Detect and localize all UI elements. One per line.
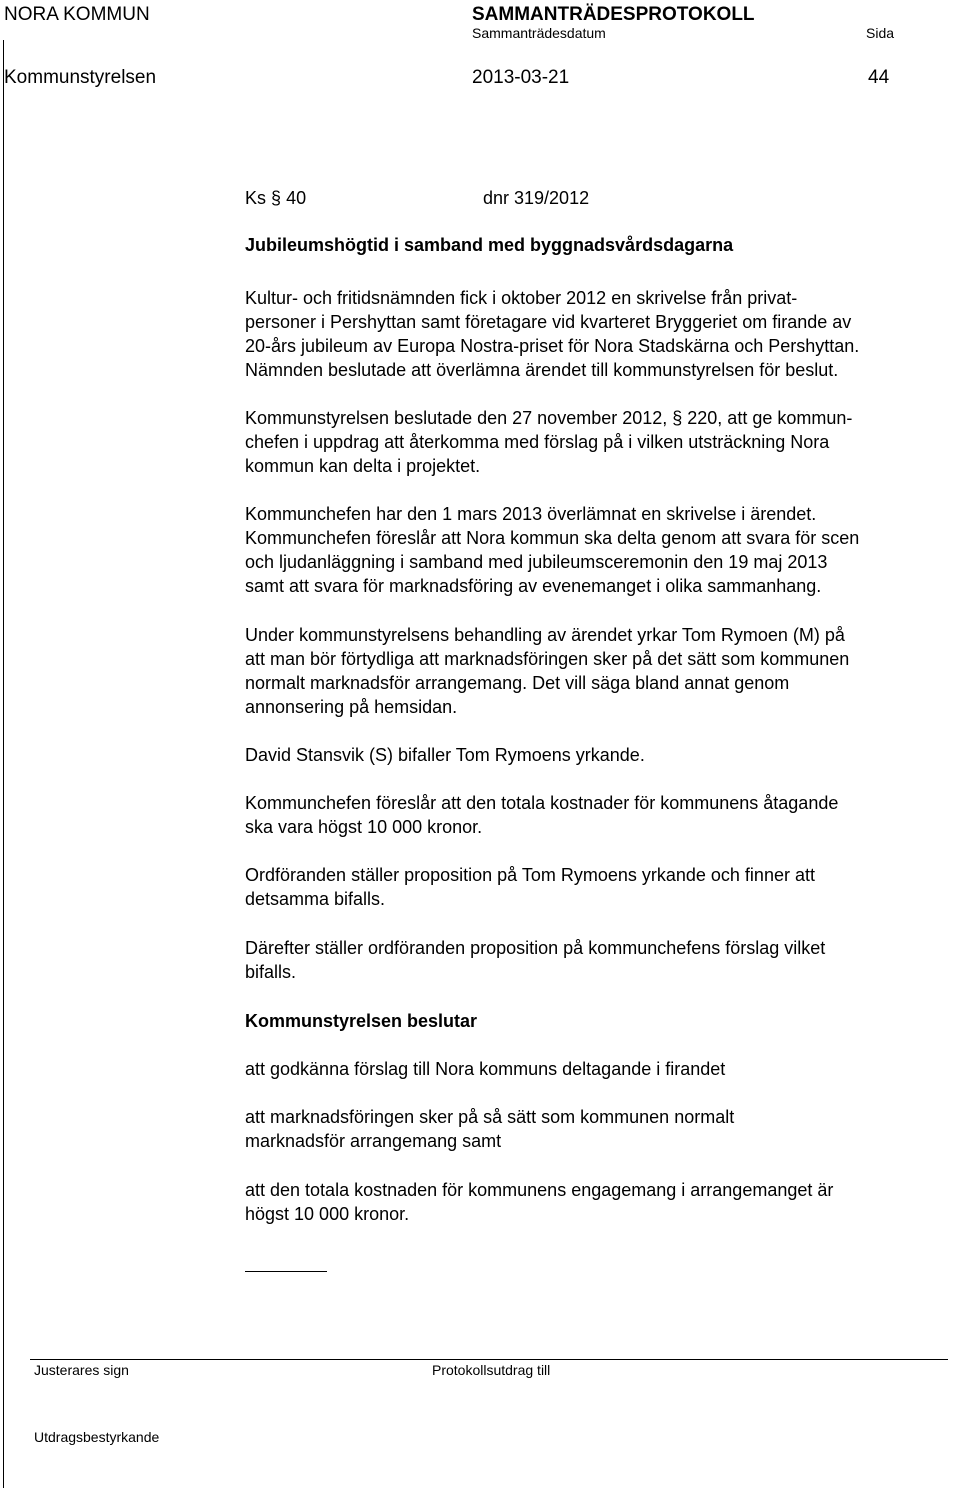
meeting-date: 2013-03-21 xyxy=(472,67,570,88)
paragraph-line: Därefter ställer ordföranden proposition på kommunchefens förslag vilket xyxy=(245,938,826,958)
paragraph-proposition-2 xyxy=(245,936,960,984)
left-margin-rule xyxy=(3,40,4,1488)
page-label: Sida xyxy=(866,25,895,41)
paragraph-proposal xyxy=(245,502,960,598)
decision-line: att godkänna förslag till Nora kommuns deltagande i firandet xyxy=(245,1059,726,1079)
page-number: 44 xyxy=(868,67,890,88)
paragraph-line: ska vara högst 10 000 kronor. xyxy=(245,817,483,837)
paragraph-line: annonsering på hemsidan. xyxy=(245,697,458,717)
paragraph-line: att man bör förtydliga att marknadsföringen sker på det sätt som kommunen xyxy=(245,649,850,669)
paragraph-line: Kommunstyrelsen beslutade den 27 november 2012, § 220, att ge kommun- xyxy=(245,408,853,428)
document-type: SAMMANTRÄDESPROTOKOLL xyxy=(472,4,755,25)
justerares-sign-label: Justerares sign xyxy=(34,1362,129,1378)
decision-line: marknadsför arrangemang samt xyxy=(245,1131,502,1151)
paragraph-line: Ordföranden ställer proposition på Tom Rymoens yrkande och finner att xyxy=(245,865,815,885)
case-number xyxy=(245,186,306,210)
case-number-value: 40 xyxy=(286,188,307,208)
case-dnr: dnr 319/2012 xyxy=(483,188,590,208)
paragraph-cost xyxy=(245,791,960,839)
paragraph-line: Kommunchefen föreslår att den totala kostnader för kommunens åtagande xyxy=(245,793,839,813)
end-rule xyxy=(245,1271,327,1272)
paragraph-line: kommun kan delta i projektet. xyxy=(245,456,481,476)
decision-line: att den totala kostnaden för kommunens engagemang i arrangemanget är xyxy=(245,1180,834,1200)
paragraph-background xyxy=(245,286,960,382)
date-label: Sammanträdesdatum xyxy=(472,25,606,41)
paragraph-line: Nämnden beslutade att överlämna ärendet till kommunstyrelsen för beslut. xyxy=(245,360,839,380)
decision-item xyxy=(245,1178,960,1226)
paragraph-line: normalt marknadsför arrangemang. Det vill säga bland annat genom xyxy=(245,673,790,693)
paragraph-line: bifalls. xyxy=(245,962,297,982)
paragraph-line: personer i Pershyttan samt företagare vid kvarteret Bryggeriet om firande av xyxy=(245,312,852,332)
decision-heading: Kommunstyrelsen beslutar xyxy=(245,1011,478,1031)
case-prefix: Ks xyxy=(245,188,267,208)
paragraph-support xyxy=(245,743,960,767)
decision-item xyxy=(245,1105,960,1153)
paragraph-motion xyxy=(245,623,960,719)
section-sign: § xyxy=(271,188,282,208)
body-name: Kommunstyrelsen xyxy=(4,67,157,88)
paragraph-line: David Stansvik (S) bifaller Tom Rymoens yrkande. xyxy=(245,745,645,765)
paragraph-line: samt att svara för marknadsföring av evenemanget i olika sammanhang. xyxy=(245,576,822,596)
paragraph-previous-decision xyxy=(245,406,960,478)
paragraph-line: 20-års jubileum av Europa Nostra-priset för Nora Stadskärna och Pershyttan. xyxy=(245,336,860,356)
utdragsbestyrkande-label: Utdragsbestyrkande xyxy=(34,1429,160,1445)
org-name: NORA KOMMUN xyxy=(4,4,150,25)
paragraph-line: Kommunchefen föreslår att Nora kommun ska delta genom att svara för scen xyxy=(245,528,860,548)
decision-line: högst 10 000 kronor. xyxy=(245,1204,410,1224)
case-title: Jubileumshögtid i samband med byggnadsvårdsdagarna xyxy=(245,235,734,255)
footer-rule xyxy=(30,1359,948,1360)
protokollsutdrag-label: Protokollsutdrag till xyxy=(432,1362,551,1378)
paragraph-proposition-1 xyxy=(245,863,960,911)
paragraph-line: Kommunchefen har den 1 mars 2013 överlämnat en skrivelse i ärendet. xyxy=(245,504,817,524)
paragraph-line: Under kommunstyrelsens behandling av ärendet yrkar Tom Rymoen (M) på xyxy=(245,625,845,645)
paragraph-line: chefen i uppdrag att återkomma med förslag på i vilken utsträckning Nora xyxy=(245,432,830,452)
decision-item xyxy=(245,1057,960,1081)
decision-line: att marknadsföringen sker på så sätt som kommunen normalt xyxy=(245,1107,735,1127)
paragraph-line: Kultur- och fritidsnämnden fick i oktober 2012 en skrivelse från privat- xyxy=(245,288,798,308)
paragraph-line: och ljudanläggning i samband med jubileumsceremonin den 19 maj 2013 xyxy=(245,552,828,572)
paragraph-line: detsamma bifalls. xyxy=(245,889,386,909)
